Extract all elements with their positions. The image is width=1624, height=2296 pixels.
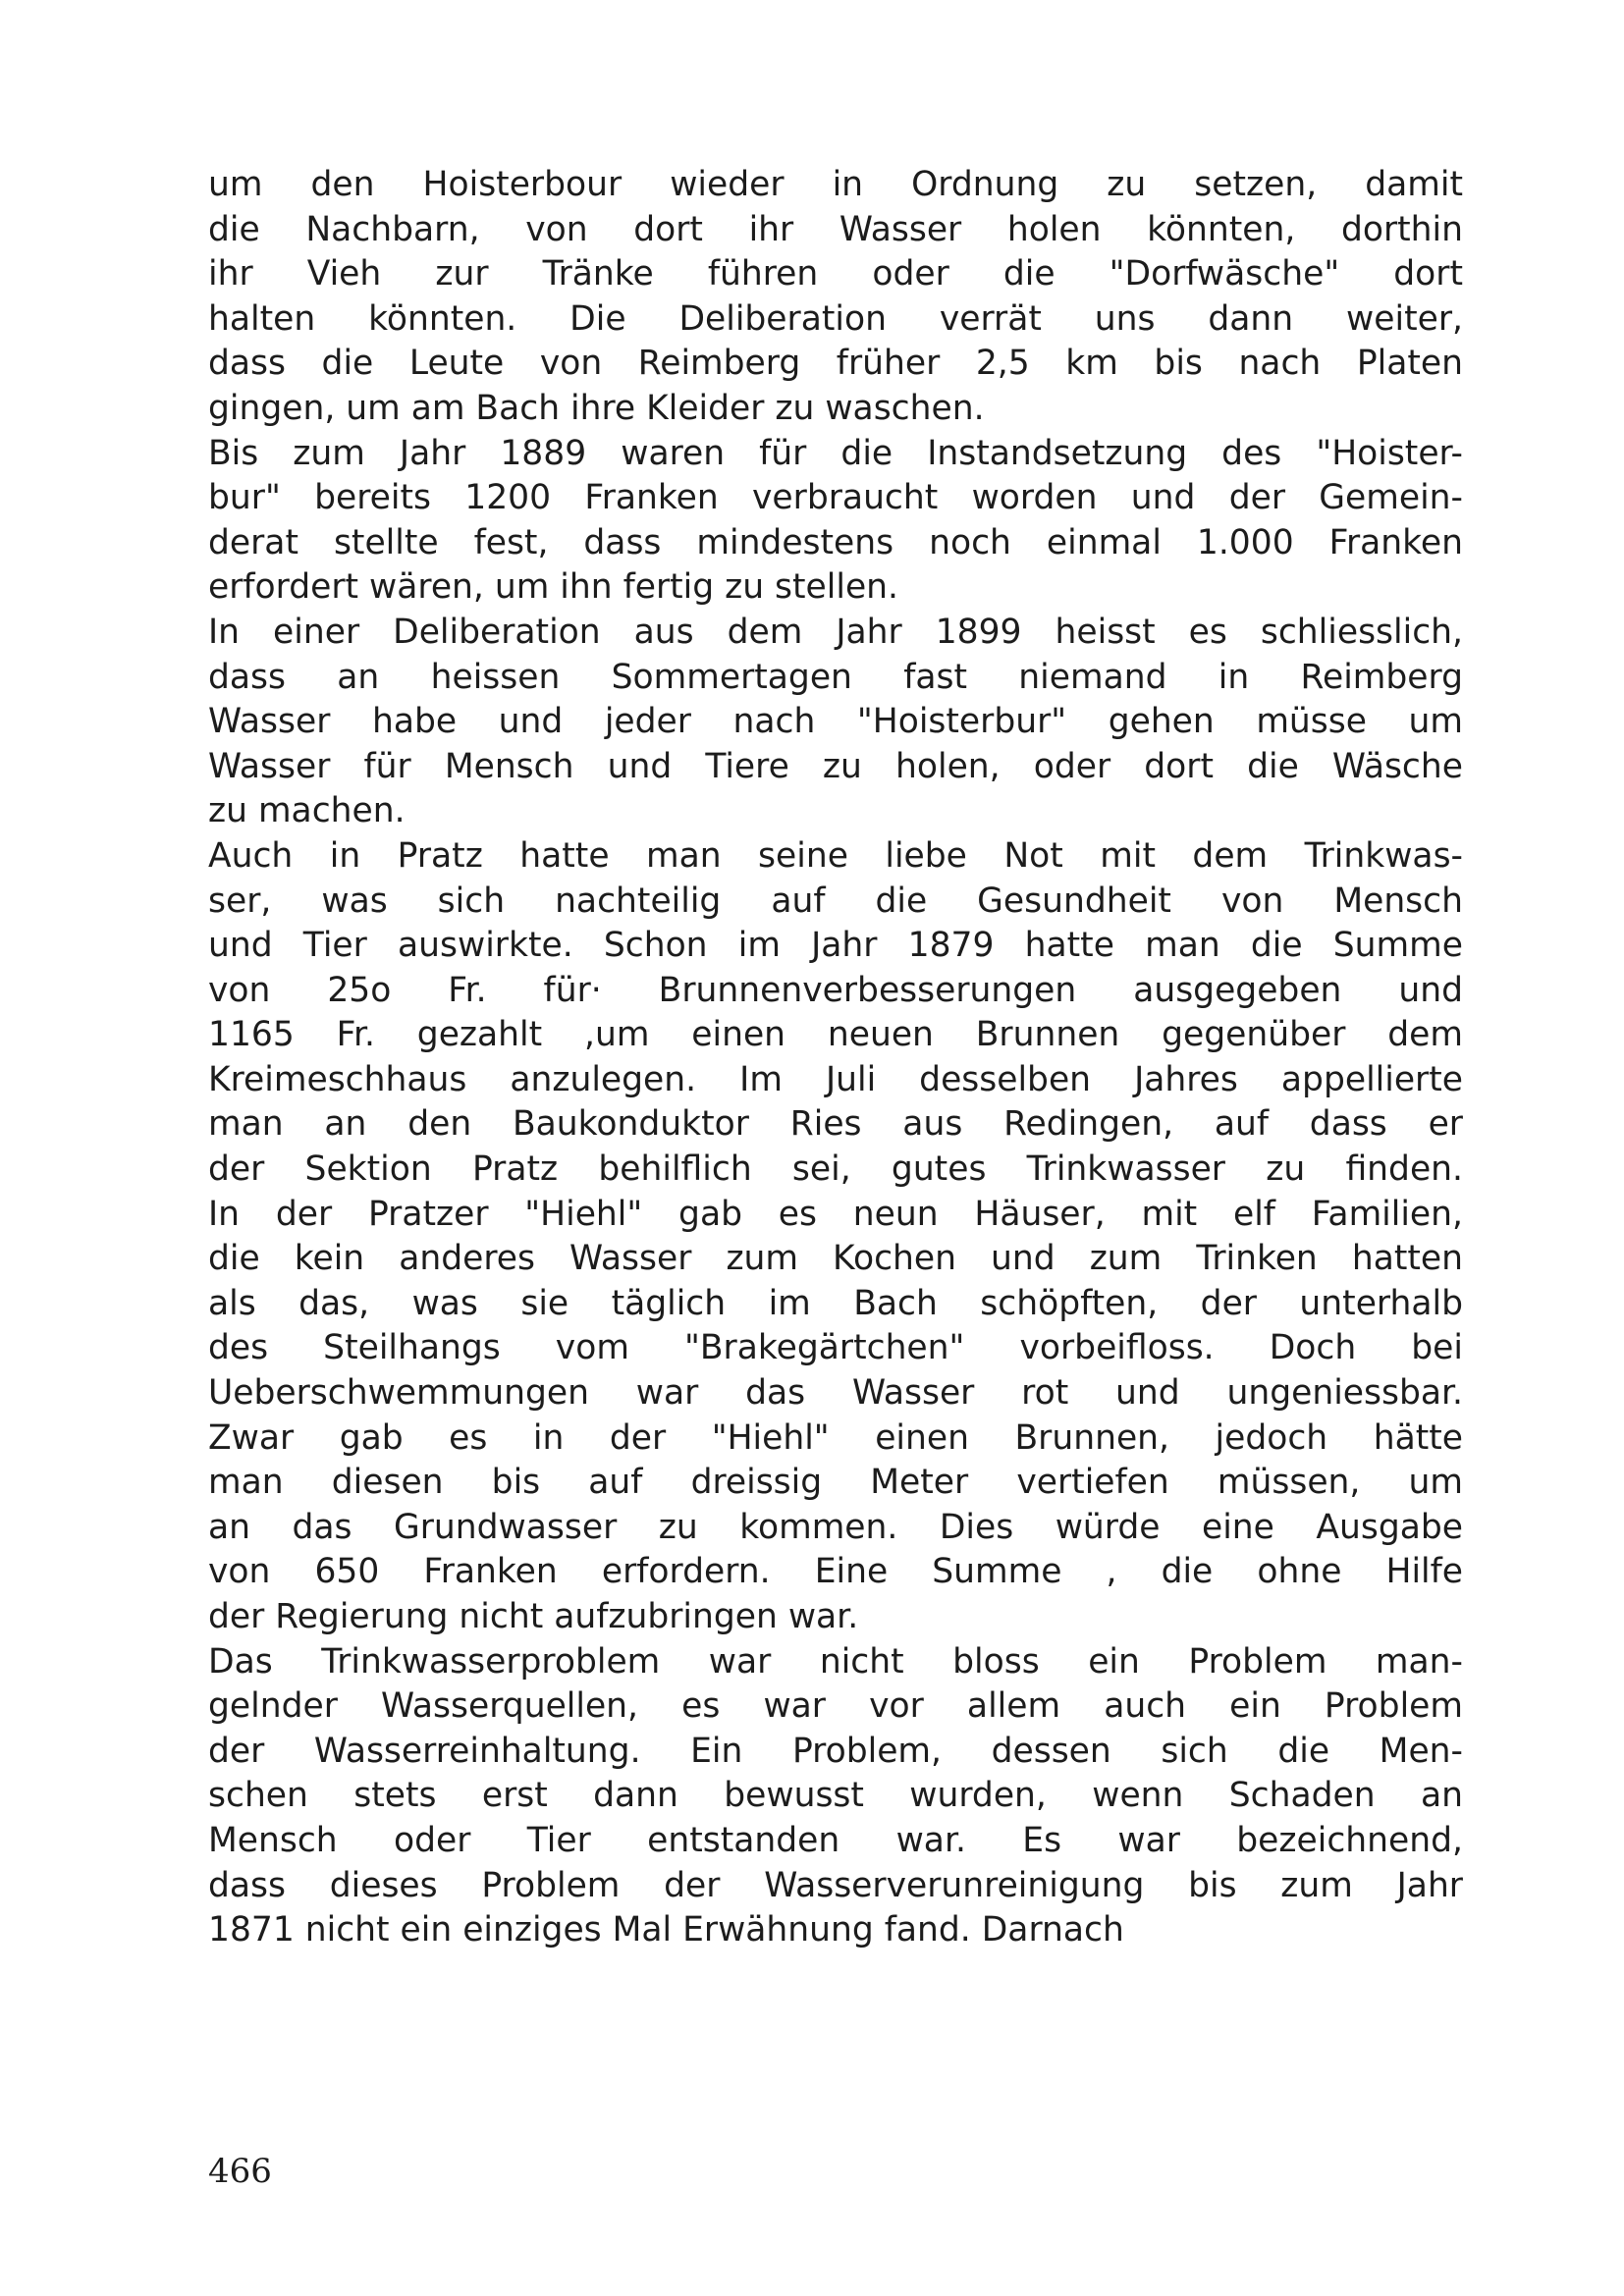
text-line: Wasser habe und jeder nach "Hoisterbur" gehen müsse um: [208, 702, 1463, 742]
text-line: Mensch oder Tier entstanden war. Es war bezeichnend,: [208, 1820, 1463, 1860]
page-number: 466: [208, 2152, 272, 2191]
text-line: von 25o Fr. für· Brunnenverbesserungen ausgegeben und: [208, 970, 1463, 1010]
text-line: die Nachbarn, von dort ihr Wasser holen könnten, dorthin: [208, 209, 1463, 249]
text-line: zu machen.: [208, 791, 406, 831]
text-line: dass die Leute von Reimberg früher 2,5 km bis nach Platen: [208, 344, 1463, 384]
body-text: [208, 163, 1463, 1953]
text-line: Zwar gab es in der "Hiehl" einen Brunnen, jedoch hätte: [208, 1417, 1463, 1458]
text-line: Kreimeschhaus anzulegen. Im Juli desselben Jahres appellierte: [208, 1059, 1463, 1099]
text-line: von 650 Franken erfordern. Eine Summe , die ohne Hilfe: [208, 1552, 1463, 1592]
text-line: In der Pratzer "Hiehl" gab es neun Häuser, mit elf Familien,: [208, 1194, 1463, 1234]
text-line: ser, was sich nachteilig auf die Gesundheit von Mensch: [208, 881, 1463, 921]
text-line: Das Trinkwasserproblem war nicht bloss ein Problem man-: [208, 1641, 1463, 1682]
text-line: um den Hoisterbour wieder in Ordnung zu setzen, damit: [208, 165, 1463, 204]
text-line: bur" bereits 1200 Franken verbraucht worden und der Gemein-: [208, 478, 1463, 518]
text-line: und Tier auswirkte. Schon im Jahr 1879 hatte man die Summe: [208, 926, 1463, 966]
text-line: der Wasserreinhaltung. Ein Problem, dessen sich die Men-: [208, 1731, 1463, 1771]
text-line: Auch in Pratz hatte man seine liebe Not mit dem Trinkwas-: [208, 835, 1463, 876]
text-line: gingen, um am Bach ihre Kleider zu waschen.: [208, 388, 985, 428]
text-line: schen stets erst dann bewusst wurden, wenn Schaden an: [208, 1776, 1463, 1816]
text-line: man an den Baukonduktor Ries aus Redingen, auf dass er: [208, 1104, 1463, 1145]
text-line: Wasser für Mensch und Tiere zu holen, oder dort die Wäsche: [208, 746, 1463, 786]
text-line: an das Grundwasser zu kommen. Dies würde eine Ausgabe: [208, 1507, 1463, 1547]
text-line: als das, was sie täglich im Bach schöpften, der unterhalb: [208, 1283, 1463, 1323]
text-line: In einer Deliberation aus dem Jahr 1899 heisst es schliesslich,: [208, 612, 1463, 652]
text-line: der Sektion Pratz behilflich sei, gutes Trinkwasser zu finden.: [208, 1149, 1463, 1190]
text-line: ihr Vieh zur Tränke führen oder die "Dorfwäsche" dort: [208, 254, 1463, 294]
text-line: halten könnten. Die Deliberation verrät uns dann weiter,: [208, 298, 1463, 339]
text-line: erfordert wären, um ihn fertig zu stellen.: [208, 567, 899, 608]
text-line: 1165 Fr. gezahlt ,um einen neuen Brunnen gegenüber dem: [208, 1015, 1463, 1055]
text-line: man diesen bis auf dreissig Meter vertiefen müssen, um: [208, 1463, 1463, 1503]
text-line: Ueberschwemmungen war das Wasser rot und ungeniessbar.: [208, 1373, 1463, 1414]
text-line: gelnder Wasserquellen, es war vor allem auch ein Problem: [208, 1686, 1463, 1727]
text-line: der Regierung nicht aufzubringen war.: [208, 1597, 859, 1636]
text-line: Bis zum Jahr 1889 waren für die Instandsetzung des "Hoister-: [208, 433, 1463, 473]
text-line: des Steilhangs vom "Brakegärtchen" vorbeifloss. Doch bei: [208, 1328, 1463, 1368]
text-line: dass an heissen Sommertagen fast niemand in Reimberg: [208, 657, 1463, 697]
text-line: derat stellte fest, dass mindestens noch einmal 1.000 Franken: [208, 522, 1463, 562]
text-line: die kein anderes Wasser zum Kochen und zum Trinken hatten: [208, 1239, 1463, 1279]
text-line: dass dieses Problem der Wasserverunreinigung bis zum Jahr: [208, 1865, 1463, 1905]
text-line: 1871 nicht ein einziges Mal Erwähnung fand. Darnach: [208, 1910, 1124, 1950]
